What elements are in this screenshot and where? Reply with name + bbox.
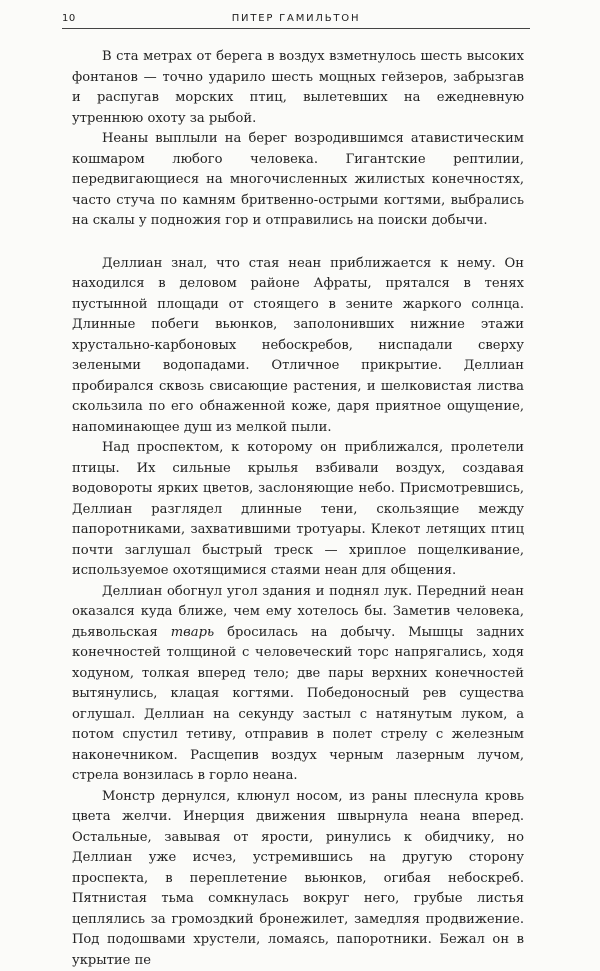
paragraph-text: Деллиан обогнул угол здания и поднял лук. Передний неан оказался куда ближе, чем ему хотелось бы. Заметив человека, дьявольская: [72, 584, 524, 640]
paragraph: [72, 582, 524, 787]
running-header: [62, 10, 530, 29]
page-number: 10: [62, 13, 76, 24]
paragraph: В ста метрах от берега в воздух взметнулось шесть высоких фонтанов — точно ударило шесть мощных гейзеров, забрызгав и распугав морских птиц, вылетевших на ежедневную утреннюю охоту за рыбой.: [72, 47, 524, 129]
paragraph: Деллиан знал, что стая неан приближается к нему. Он находился в деловом районе Афраты, прятался в тенях пустынной площади от стоящего в зените жаркого солнца. Длинные побеги вьюнков, заполонивших нижние этажи хрустально-карбоновых небоскребов, ниспадали сверху зелеными водопадами. Отличное прикрытие. Деллиан пробирался сквозь свисающие растения, и шелковистая листва скользила по его обнаженной коже, даря приятное ощущение, напоминающее душ из мелкой пыли.: [72, 254, 524, 439]
paragraph: Неаны выплыли на берег возродившимся атавистическим кошмаром любого человека. Гигантские рептилии, передвигающиеся на многочисленных жилистых конечностях, часто стуча по камням бритвенно-острыми когтями, выбрались на скалы у подножия гор и отправились на поиски добычи.: [72, 129, 524, 232]
section-break: [72, 232, 524, 254]
paragraph: Над проспектом, к которому он приближался, пролетели птицы. Их сильные крылья взбивали воздух, создавая водовороты ярких цветов, заслоняющие небо. Присмотревшись, Деллиан разглядел длинные тени, скользящие между папоротниками, захватившими тротуары. Клекот летящих птиц почти заглушал быстрый треск — хриплое пощелкивание, используемое охотящимися стаями неан для общения.: [72, 438, 524, 582]
paragraph-text: бросилась на добычу. Мышцы задних конечностей толщиной с человеческий торс напрягались, ходя ходуном, толкая вперед тело; две пары верхних конечностей вытянулись, клацая когтями. Победоносный рев существа оглушал. Деллиан на секунду застыл с натянутым луком, а потом спустил тетиву, отправив в полет стрелу с железным наконечником. Расщепив воздух черным лазерным лучом, стрела вонзилась в горло неана.: [72, 625, 524, 784]
running-head-author: ПИТЕР ГАМИЛЬТОН: [62, 13, 530, 24]
emphasized-word: тварь: [171, 625, 214, 640]
paragraph: Монстр дернулся, клюнул носом, из раны плеснула кровь цвета желчи. Инерция движения швырнула неана вперед. Остальные, завывая от ярости, ринулись к обидчику, но Деллиан уже исчез, устремившись на другую сторону проспекта, в переплетение вьюнков, огибая небоскреб. Пятнистая тьма сомкнулась вокруг него, грубые листья цеплялись за громоздкий бронежилет, замедляя продвижение. Под подошвами хрустели, ломаясь, папоротники. Бежал он в укрытие пе: [72, 787, 524, 971]
body-text: [72, 47, 524, 971]
